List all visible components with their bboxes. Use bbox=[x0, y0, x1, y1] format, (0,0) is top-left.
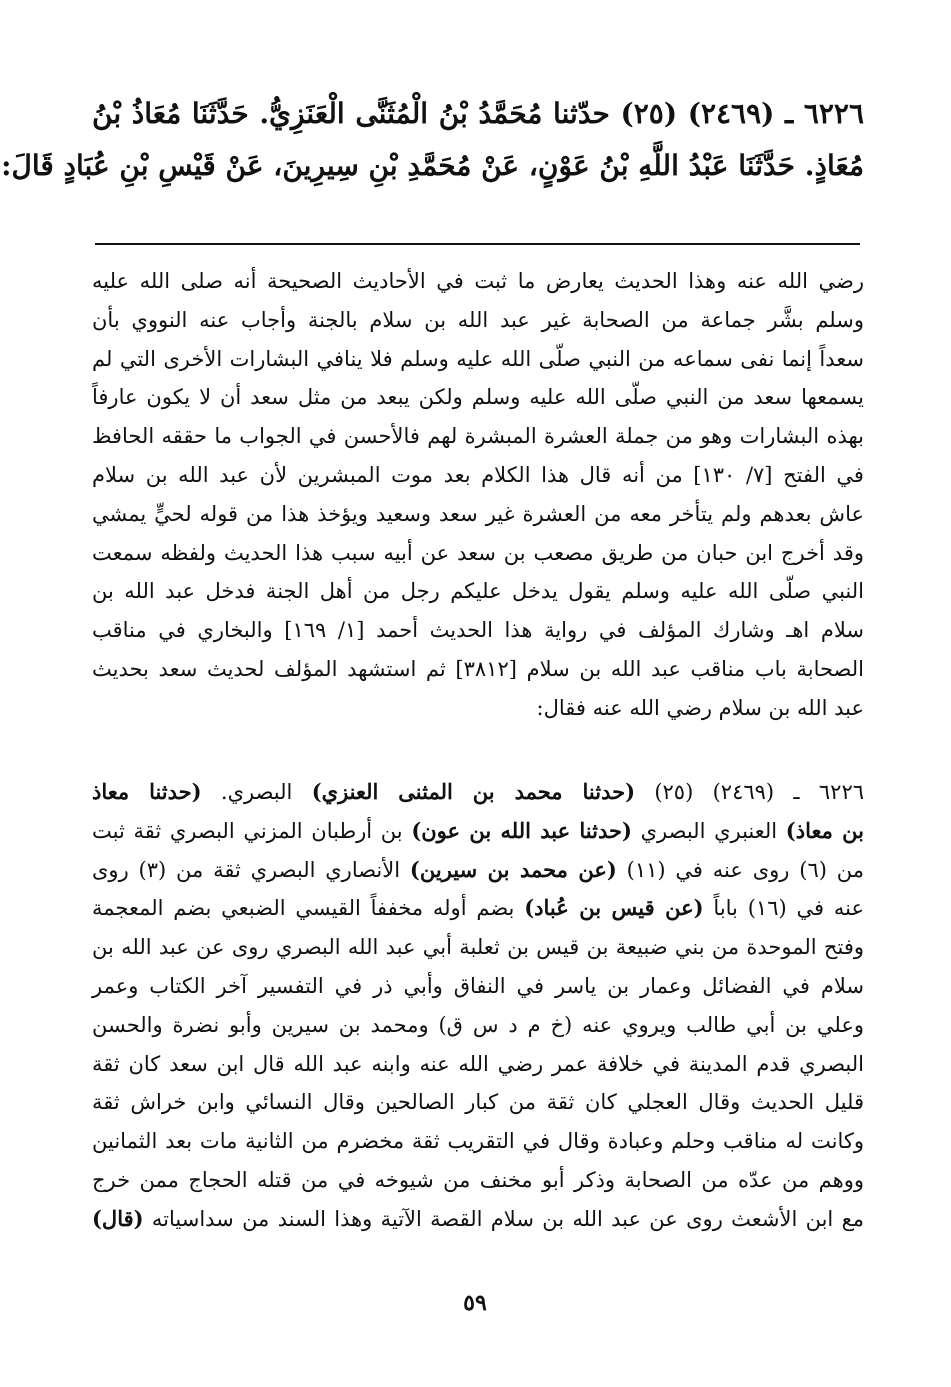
explanation-segment: وكانت له مناقب وحلم وعبادة وقال في التقريب ثقة مخضرم من الثانية مات بعد الثمانين bbox=[92, 1129, 864, 1154]
narrator-name: (حدثنا محمد بن المثنى العنزي) bbox=[311, 779, 636, 804]
commentary-line: يسمعها سعد من النبي صلّى الله عليه وسلم ولكن يبعد من مثل سعد أن لا يكون عارفاً bbox=[92, 385, 864, 410]
explanation-segment: قليل الحديث وقال العجلي كان ثقة من كبار الصالحين وقال النسائي وابن خراش ثقة bbox=[92, 1090, 864, 1115]
explanation-segment: من (٦) روى عنه في (١١) bbox=[616, 857, 864, 882]
explanation-segment: عنه في (١٦) باباً bbox=[703, 896, 864, 921]
explanation-line bbox=[92, 812, 864, 851]
narrator-name: (حدثنا معاذ bbox=[92, 779, 202, 804]
commentary-line: النبي صلّى الله عليه وسلم يقول يدخل عليكم رجل من أهل الجنة فدخل عبد الله بن bbox=[92, 579, 864, 604]
hadith-line: ٦٢٢٦ ـ (٢٤٦٩) (٢٥) حدّثنا مُحَمَّدُ بْنُ الْمُثَنَّى الْعَنَزِيُّ. حَدَّثَنَا مُعَاذُ بْنُ bbox=[92, 97, 864, 130]
explanation-line bbox=[92, 1006, 864, 1045]
narrator-name: (عن قيس بن عُباد) bbox=[524, 895, 704, 921]
explanation-line bbox=[92, 928, 864, 967]
commentary-line: الصحابة باب مناقب عبد الله بن سلام [٣٨١٢] ثم استشهد المؤلف لحديث سعد بحديث bbox=[92, 656, 864, 681]
explanation-text bbox=[92, 773, 864, 1239]
footnote-separator bbox=[95, 243, 860, 245]
commentary-line: سعداً إنما نفى سماعه من النبي صلّى الله عليه وسلم فلا ينافي البشارات الأخرى التي لم bbox=[92, 346, 864, 371]
commentary-line: عبد الله بن سلام رضي الله عنه فقال: bbox=[536, 695, 864, 720]
explanation-line bbox=[92, 851, 864, 890]
explanation-line bbox=[92, 1045, 864, 1084]
explanation-segment: العنبري البصري bbox=[631, 818, 786, 843]
explanation-line bbox=[92, 773, 864, 812]
explanation-line bbox=[92, 1200, 864, 1239]
explanation-segment: ٦٢٢٦ ـ (٢٤٦٩) (٢٥) bbox=[635, 780, 865, 804]
narrator-name: بن معاذ) bbox=[785, 817, 864, 843]
commentary-line: رضي الله عنه وهذا الحديث يعارض ما ثبت في الأحاديث الصحيحة أنه صلى الله عليه bbox=[92, 269, 864, 293]
commentary-line: بهذه البشارات وهو من جملة العشرة المبشرة لهم فالأحسن في الجواب ما حققه الحافظ bbox=[92, 424, 864, 449]
commentary-text bbox=[92, 262, 864, 728]
explanation-line bbox=[92, 1122, 864, 1161]
explanation-segment: سلام في الفضائل وعمار بن ياسر في النفاق وأبي ذر في التفسير آخر الكتاب وعمر bbox=[92, 973, 864, 998]
explanation-segment: وفتح الموحدة من بني ضبيعة بن قيس بن ثعلبة أبي عبد الله البصري روى عن عبد الله بن bbox=[92, 935, 864, 960]
explanation-segment: بضم أوله مخففاً القيسي الضبعي بضم المعجمة bbox=[92, 896, 525, 921]
explanation-line bbox=[92, 967, 864, 1006]
explanation-segment: الأنصاري البصري ثقة من (٣) روى bbox=[92, 857, 410, 882]
explanation-line bbox=[92, 1161, 864, 1200]
commentary-line: عاش بعدهم ولم يتأخر معه من العشرة غير سعد وسعيد ويؤخذ هذا من قوله لحيٍّ يمشي bbox=[92, 501, 864, 526]
narrator-name: (قال) bbox=[92, 1205, 144, 1231]
narrator-name: (حدثنا عبد الله بن عون) bbox=[411, 817, 632, 843]
hadith-text bbox=[1, 88, 864, 192]
commentary-line: في الفتح [٧/ ١٣٠] من أنه قال هذا الكلام بعد موت المبشرين لأن عبد الله بن سلام bbox=[92, 462, 864, 487]
commentary-line: وقد أخرج ابن حبان من طريق مصعب بن سعد عن أبيه سبب هذا الحديث ولفظه سمعت bbox=[92, 540, 864, 565]
page-number: ٥٩ bbox=[463, 1290, 487, 1316]
commentary-line: وسلم بشَّر جماعة من الصحابة غير عبد الله بن سلام بالجنة وأجاب عنه النووي بأن bbox=[92, 307, 864, 332]
explanation-segment: البصري قدم المدينة في خلافة عمر رضي الله عنه وابنه عبد الله قال ابن سعد كان ثقة bbox=[92, 1051, 864, 1076]
explanation-segment: بن أرطبان المزني البصري ثقة ثبت bbox=[92, 818, 412, 843]
narrator-name: (عن محمد بن سيرين) bbox=[409, 856, 617, 882]
explanation-segment: ووهم من عدّه من الصحابة وذكر أبو مخنف من شيوخه في من قتله الحجاج ممن خرج bbox=[92, 1167, 864, 1192]
hadith-line: مُعَاذٍ. حَدَّثَنَا عَبْدُ اللَّهِ بْنُ عَوْنٍ، عَنْ مُحَمَّدِ بْنِ سِيرِينَ، عَنْ قَيْسِ بْنِ عُبَادٍ قَالَ: bbox=[1, 149, 864, 182]
commentary-line: سلام اهـ وشارك المؤلف في رواية هذا الحديث أحمد [١/ ١٦٩] والبخاري في مناقب bbox=[92, 618, 864, 643]
explanation-segment: مع ابن الأشعث روى عن عبد الله بن سلام القصة الآتية وهذا السند من سداسياته bbox=[143, 1206, 864, 1231]
explanation-segment: البصري. bbox=[201, 780, 312, 804]
explanation-line bbox=[92, 1083, 864, 1122]
explanation-segment: وعلي بن أبي طالب ويروي عنه (خ م د س ق) ومحمد بن سيرين وأبو نضرة والحسن bbox=[92, 1012, 864, 1037]
explanation-line bbox=[92, 889, 864, 928]
